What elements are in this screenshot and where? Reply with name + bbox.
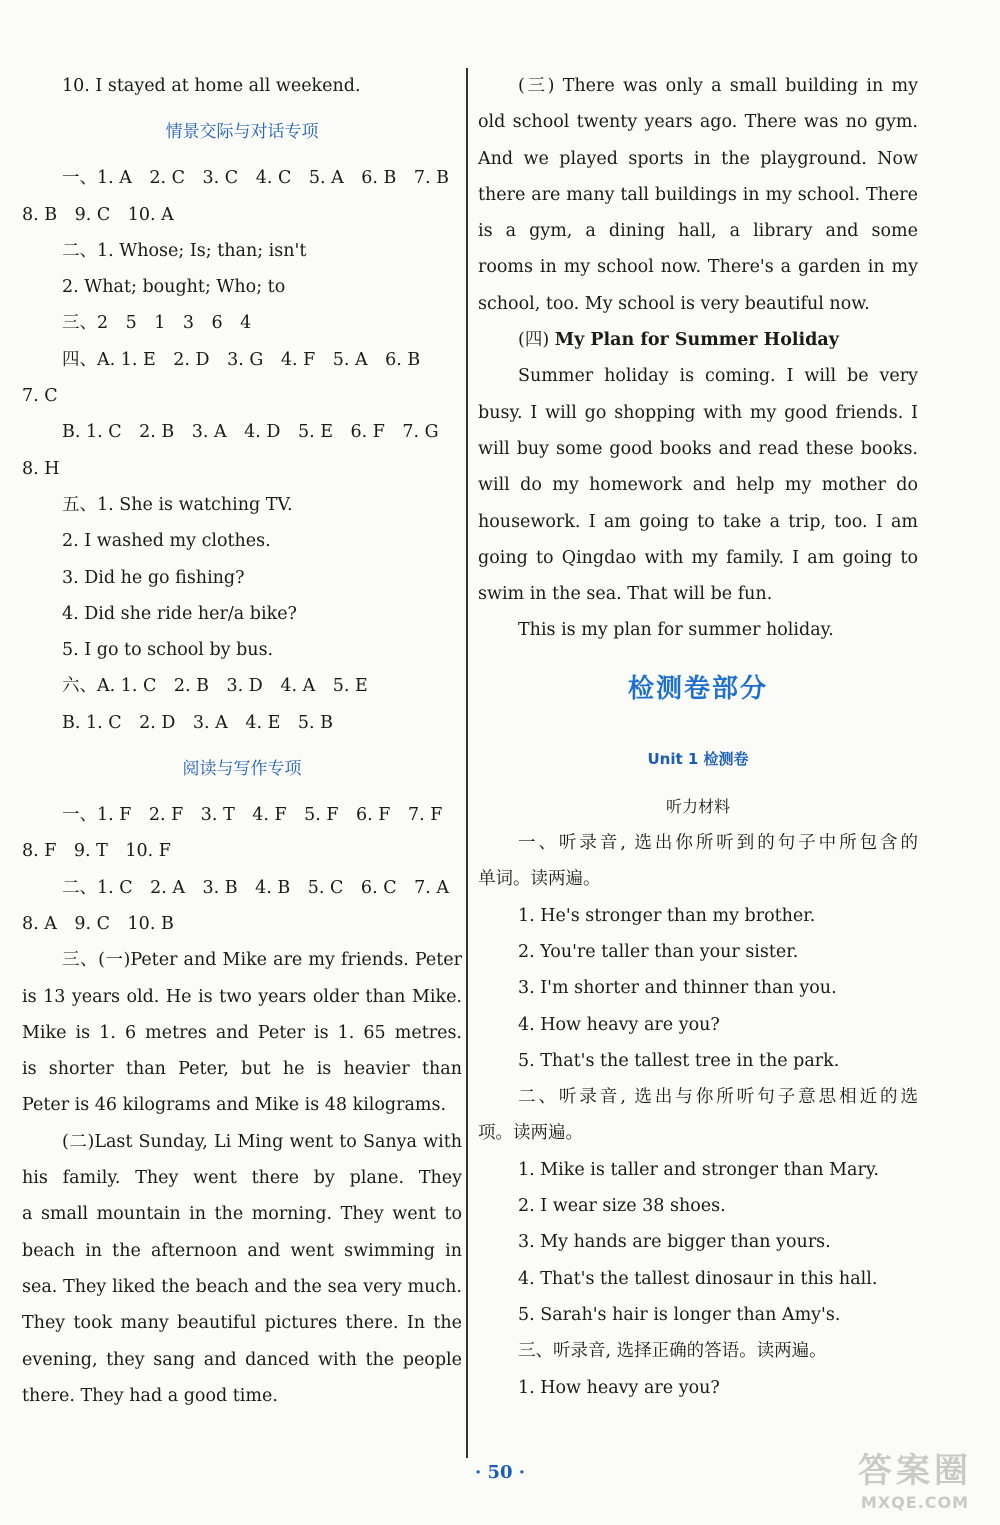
answer-line: 8. F 9. T 10. F — [22, 841, 171, 862]
paragraph-line: rooms in my school now. There's a garden in my — [478, 257, 918, 278]
paragraph-line: going to Qingdao with my family. I am going to — [478, 547, 918, 568]
paragraph-line: And we played sports in the playground. Now — [478, 148, 918, 169]
listening-line: 1. He's stronger than my brother. — [518, 905, 816, 926]
paragraph-line: Summer holiday is coming. I will be very — [518, 366, 918, 387]
paragraph-line: Peter is 46 kilograms and Mike is 48 kilograms. — [22, 1095, 447, 1116]
paragraph-line: is 13 years old. He is two years older than Mike. — [22, 986, 462, 1007]
watermark-logo — [840, 1449, 990, 1519]
paragraph-line: sea. They liked the beach and the sea very much. — [22, 1276, 462, 1297]
paragraph-line: (二)Last Sunday, Li Ming went to Sanya with — [62, 1131, 462, 1152]
unit-title: Unit 1 检测卷 — [647, 749, 749, 768]
paragraph-line: there. They had a good time. — [22, 1385, 278, 1406]
listening-line: 4. How heavy are you? — [518, 1014, 720, 1035]
answer-line: 8. A 9. C 10. B — [22, 913, 174, 934]
answer-line: 3. Did he go fishing? — [62, 567, 245, 588]
paragraph-line: busy. I will go shopping with my good friends. I — [478, 402, 918, 423]
listening-line: 1. How heavy are you? — [518, 1377, 720, 1398]
paragraph-line: is a gym, a dining hall, a library and some — [478, 221, 918, 242]
section-title-tests: 检测卷部分 — [627, 673, 768, 704]
paragraph-line: housework. I am going to take a trip, too. I am — [478, 511, 918, 532]
listening-line: 3. My hands are bigger than yours. — [518, 1232, 831, 1253]
paragraph-line: This is my plan for summer holiday. — [518, 620, 834, 641]
paragraph-line: evening, they sang and danced with the people — [22, 1349, 462, 1370]
paragraph-line: will buy some good books and read these books. — [478, 438, 918, 459]
answer-line: 8. B 9. C 10. A — [22, 204, 174, 225]
answer-line: 8. H — [22, 458, 60, 479]
paragraph-line: old school twenty years ago. There was no gym. — [478, 112, 918, 133]
question-instruction: 单词。读两遍。 — [478, 869, 601, 890]
answer-line: 一、1. A 2. C 3. C 4. C 5. A 6. B 7. B — [62, 168, 449, 189]
question-instruction: 三、听录音, 选择正确的答语。读两遍。 — [518, 1341, 827, 1362]
essay-heading — [478, 322, 918, 358]
listening-line: 2. I wear size 38 shoes. — [518, 1196, 726, 1217]
paragraph-line: is shorter than Peter, but he is heavier than — [22, 1059, 462, 1080]
answer-line: 5. I go to school by bus. — [62, 640, 274, 661]
answer-line: 10. I stayed at home all weekend. — [62, 76, 361, 96]
right-column — [478, 68, 918, 1406]
paragraph-line: will do my homework and help my mother do — [478, 475, 918, 496]
paragraph-line: there are many tall buildings in my school. There — [478, 184, 918, 205]
question-instruction: 项。读两遍。 — [478, 1123, 583, 1144]
answer-line: 2. What; bought; Who; to — [62, 277, 286, 298]
question-instruction: 二、听录音, 选出与你所听句子意思相近的选 — [518, 1087, 918, 1108]
paragraph-line: Mike is 1. 6 metres and Peter is 1. 65 metres. — [22, 1022, 462, 1043]
paragraph-line: school, too. My school is very beautiful now. — [478, 293, 870, 314]
question-instruction: 一、听录音, 选出你所听到的句子中所包含的 — [518, 833, 918, 854]
watermark-text: 答案圈 — [858, 1451, 972, 1491]
answer-line: B. 1. C 2. D 3. A 4. E 5. B — [62, 712, 333, 733]
answer-line: 一、1. F 2. F 3. T 4. F 5. F 6. F 7. F — [62, 805, 443, 826]
paragraph-line: his family. They went there by plane. They — [22, 1168, 462, 1189]
answer-line: 三、2 5 1 3 6 4 — [62, 313, 252, 334]
listening-material-title: 听力材料 — [665, 796, 730, 816]
paragraph-line: beach in the afternoon and went swimming in — [22, 1240, 462, 1261]
paragraph-line: 三、(一)Peter and Mike are my friends. Peter — [62, 950, 462, 971]
paragraph-line: a small mountain in the morning. They went to — [22, 1204, 462, 1225]
answer-line: 二、1. Whose; Is; than; isn't — [62, 240, 307, 261]
essay-number: (四) — [518, 330, 550, 351]
listening-line: 4. That's the tallest dinosaur in this hall. — [518, 1268, 878, 1289]
section-title-dialogue: 情景交际与对话专项 — [165, 122, 319, 143]
answer-line: B. 1. C 2. B 3. A 4. D 5. E 6. F 7. G — [62, 422, 439, 443]
answer-line: 2. I washed my clothes. — [62, 531, 271, 552]
essay-title: My Plan for Summer Holiday — [554, 330, 839, 351]
answer-line: 四、A. 1. E 2. D 3. G 4. F 5. A 6. B — [62, 349, 421, 370]
left-column — [22, 68, 462, 1414]
answer-line: 7. C — [22, 386, 58, 407]
answer-line: 六、A. 1. C 2. B 3. D 4. A 5. E — [62, 676, 368, 697]
section-title-reading: 阅读与写作专项 — [182, 759, 302, 780]
paragraph-line: (三) There was only a small building in my — [518, 76, 918, 96]
answer-line: 二、1. C 2. A 3. B 4. B 5. C 6. C 7. A — [62, 877, 449, 898]
listening-line: 5. That's the tallest tree in the park. — [518, 1050, 840, 1071]
watermark-url: MXQE.COM — [860, 1493, 970, 1512]
listening-line: 2. You're taller than your sister. — [518, 941, 799, 962]
paragraph-line: swim in the sea. That will be fun. — [478, 584, 773, 605]
listening-line: 5. Sarah's hair is longer than Amy's. — [518, 1304, 841, 1325]
answer-line: 五、1. She is watching TV. — [62, 494, 293, 515]
listening-line: 3. I'm shorter and thinner than you. — [518, 978, 837, 999]
listening-line: 1. Mike is taller and stronger than Mary. — [518, 1159, 879, 1180]
answer-line: 4. Did she ride her/a bike? — [62, 603, 297, 624]
paragraph-line: They took many beautiful pictures there. In the — [22, 1313, 462, 1334]
column-divider — [466, 68, 468, 1458]
page-number: · 50 · — [474, 1462, 526, 1483]
